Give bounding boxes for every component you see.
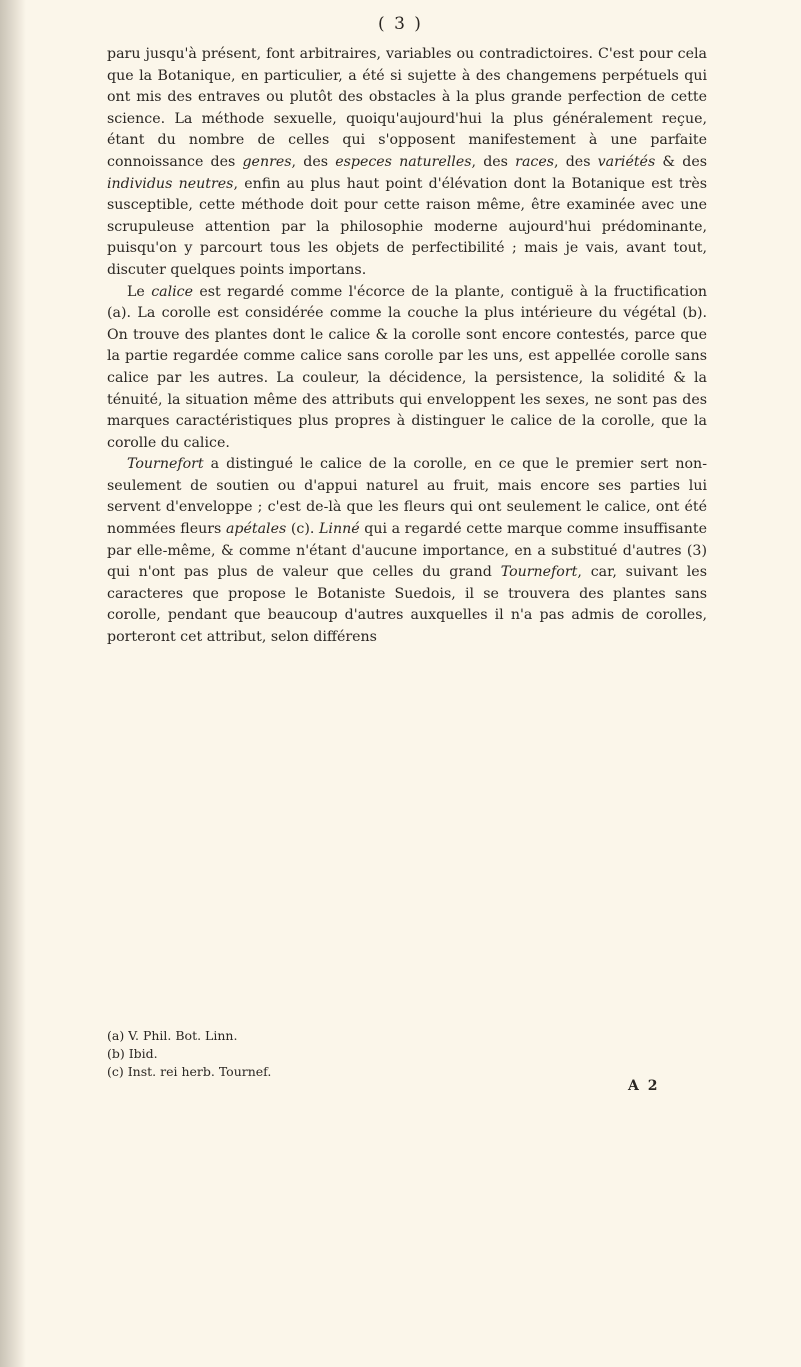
term-apetales: apétales	[225, 521, 287, 538]
signature-mark: A 2	[628, 1078, 660, 1094]
term-genres: genres	[242, 153, 292, 170]
name-tournefort: Tournefort	[127, 456, 204, 473]
p1-text-c: , des	[471, 153, 516, 170]
p1-text-e: & des	[655, 153, 707, 170]
p1-text-f: , enfin au plus haut point d'élévation dont la Botanique est très susceptible, cette méthode doit pour cette raison même, être examinée avec une scrupuleuse attention par la philosophie moderne aujourd'hui prédominante, puisqu'on y parcourt tous les objets de perfectibilité ; mais je vais, avant tout, discuter quelques points importans.	[107, 175, 707, 278]
body-text	[107, 44, 707, 649]
name-linne: Linné	[319, 521, 360, 538]
p3-text-a: a distingué le calice de la corolle, en ce que le premier sert non-seulement de soutien ou d'appui naturel au fruit, mais encore ses parties lui servent d'enveloppe ; c'est de-là que les fleurs qui ont seulement le calice, ont été nommées fleurs	[107, 456, 707, 538]
p1-text-d: , des	[554, 153, 598, 170]
term-calice: calice	[151, 283, 194, 300]
footnotes	[107, 1027, 707, 1081]
p1-text-b: , des	[291, 153, 336, 170]
term-especes: especes naturelles	[335, 153, 472, 170]
p2-text-b: est regardé comme l'écorce de la plante, contiguë à la fructification (a). La corolle est considérée comme la couche la plus intérieure du végétal (b). On trouve des plantes dont le calice & la corolle sont encore contestés, parce que la partie regardée comme calice sans corolle par les uns, est appellée corolle sans calice par les autres. La couleur, la décidence, la persistence, la solidité & la ténuité, la situation même des attributs qui enveloppent les sexes, ne sont pas des marques caractéristiques plus propres à distinguer le calice de la corolle, que la corolle du calice.	[107, 283, 707, 451]
p2-text-a: Le	[127, 283, 152, 300]
footnote-c: (c) Inst. rei herb. Tournef.	[107, 1064, 272, 1079]
name-tournefort-2: Tournefort	[500, 564, 578, 581]
paragraph-1	[107, 44, 707, 282]
term-races: races	[515, 153, 555, 170]
page-number: ( 3 )	[378, 14, 423, 34]
paragraph-3	[107, 454, 707, 648]
p3-text-c: qui a regardé cette marque comme insuffisante par elle-même, & comme n'étant d'aucune importance, en a substitué d'autres (3) qui n'ont pas plus de valeur que celles du grand	[107, 521, 708, 581]
footnote-a: (a) V. Phil. Bot. Linn.	[107, 1028, 238, 1043]
p3-text-b: (c).	[286, 521, 319, 538]
term-varietes: variétés	[597, 153, 656, 170]
footnote-b: (b) Ibid.	[107, 1046, 158, 1061]
term-individus: individus neutres	[107, 175, 234, 192]
paragraph-2	[107, 282, 707, 455]
p1-text-a: paru jusqu'à présent, font arbitraires, variables ou contradictoires. C'est pour cela que la Botanique, en particulier, a été si sujette à des changemens perpétuels qui ont mis des entraves ou plutôt des obstacles à la plus grande perfection de cette science. La méthode sexuelle, quoiqu'aujourd'hui la plus généralement reçue, étant du nombre de celles qui s'opposent manifestement à une parfaite connoissance des	[107, 46, 707, 170]
p3-text-d: , car, suivant les caracteres que propose le Botaniste Suedois, il se trouvera des plantes sans corolle, pendant que beaucoup d'autres auxquelles il n'a pas admis de corolles, porteront cet attribut, selon différens	[107, 564, 707, 646]
